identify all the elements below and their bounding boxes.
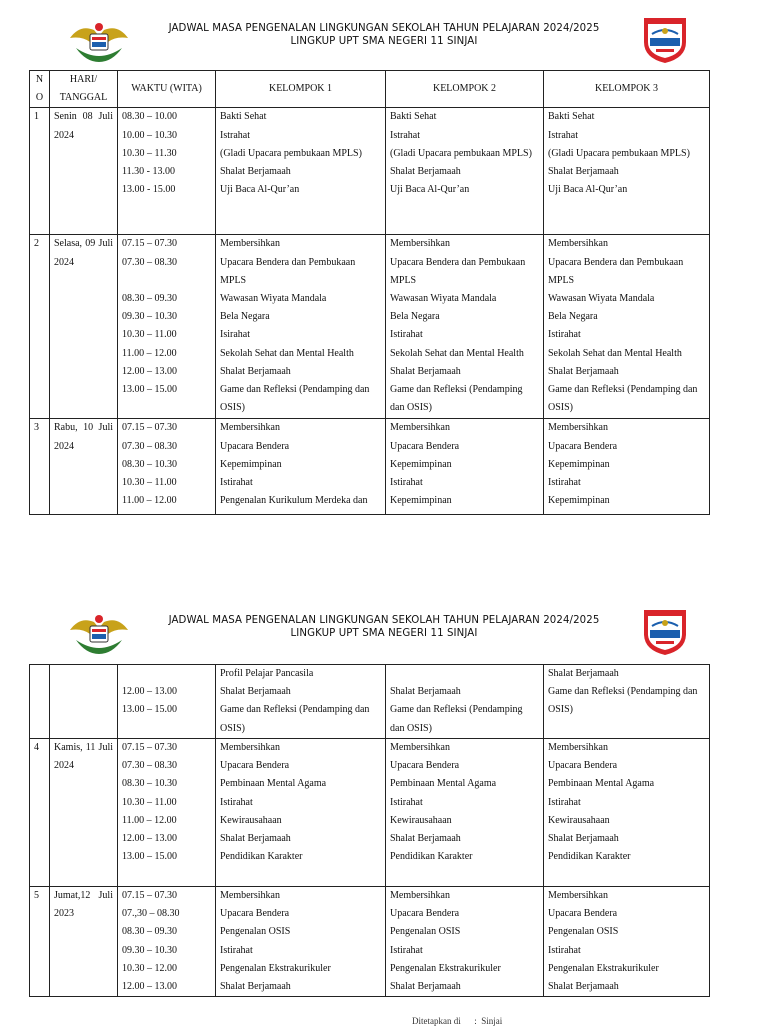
- time-slot: 07.15 – 07.30: [122, 422, 177, 434]
- time-slot: 07.30 – 08.30: [122, 760, 177, 772]
- activity: Pembinaan Mental Agama: [390, 778, 497, 790]
- activity: Shalat Berjamaah: [548, 365, 619, 377]
- time-slot: 13.00 - 15.00: [122, 184, 176, 196]
- activity: Sekolah Sehat dan Mental Health: [548, 347, 682, 359]
- cell-group-2: [386, 665, 544, 739]
- time-slot: 12.00 – 13.00: [122, 686, 177, 698]
- cell-group-1: [216, 419, 386, 515]
- activity: Istirahat: [220, 944, 253, 956]
- activity: Kepemimpinan: [390, 495, 452, 507]
- activity: Sekolah Sehat dan Mental Health: [390, 347, 524, 359]
- activity: Game dan Refleksi (Pendamping dan OSIS): [390, 384, 523, 414]
- cell-day: Kamis, 11 Juli 2024: [50, 739, 118, 887]
- time-slot: [122, 665, 211, 683]
- activity: Pengenalan Kurikulum Merdeka dan: [220, 495, 368, 507]
- cell-day: Jumat,12 Juli 2023: [50, 887, 118, 997]
- activity: Bakti Sehat: [548, 111, 595, 123]
- activity: Kepemimpinan: [548, 495, 610, 507]
- time-slot: 07.,30 – 08.30: [122, 908, 180, 920]
- activity: Wawasan Wiyata Mandala: [220, 293, 327, 305]
- table-row: [30, 419, 710, 515]
- cell-no: 3: [30, 419, 50, 515]
- activity: Shalat Berjamaah: [220, 166, 291, 178]
- cell-group-3: [544, 887, 710, 997]
- school-shield-icon: [640, 14, 690, 64]
- time-slot: 10.30 – 11.00: [122, 477, 177, 489]
- document-page-1: [0, 0, 768, 507]
- time-slot: 12.00 – 13.00: [122, 981, 177, 993]
- activity: Kewirausahaan: [548, 814, 610, 826]
- cell-day: Rabu, 10 Juli 2024: [50, 419, 118, 515]
- time-slot: 11.00 – 12.00: [122, 347, 177, 359]
- activity: Pembinaan Mental Agama: [220, 778, 327, 790]
- header-group-1: KELOMPOK 1: [216, 71, 386, 108]
- activity: Membersihkan: [220, 422, 280, 434]
- activity: Shalat Berjamaah: [548, 981, 619, 993]
- activity: Istirahat: [548, 944, 581, 956]
- activity: Membersihkan: [548, 890, 608, 901]
- cell-times: [118, 235, 216, 419]
- activity: Upacara Bendera: [548, 908, 618, 920]
- activity: Pendidikan Karakter: [390, 851, 473, 863]
- cell-group-3: [544, 739, 710, 887]
- time-slot: 07.15 – 07.30: [122, 742, 177, 753]
- activity: Kepemimpinan: [548, 458, 610, 470]
- schedule-table-page-2: [29, 664, 710, 997]
- cell-group-1: [216, 665, 386, 739]
- activity: Profil Pelajar Pancasila: [220, 668, 314, 679]
- activity: Isirahat: [220, 329, 250, 341]
- activity: Shalat Berjamaah: [220, 981, 291, 993]
- page-header: [0, 0, 768, 70]
- header-day: HARI/ TANGGAL: [50, 71, 118, 108]
- activity: Game dan Refleksi (Pendamping dan OSIS): [390, 704, 523, 734]
- activity: Shalat Berjamaah: [220, 365, 291, 377]
- cell-no: 5: [30, 887, 50, 997]
- header-group-2: KELOMPOK 2: [386, 71, 544, 108]
- activity: Game dan Refleksi (Pendamping dan OSIS): [220, 384, 370, 414]
- activity: Istirahat: [220, 477, 253, 489]
- activity: Wawasan Wiyata Mandala: [548, 293, 655, 305]
- activity: Shalat Berjamaah: [220, 833, 291, 845]
- cell-group-1: [216, 108, 386, 235]
- activity: Shalat Berjamaah: [390, 981, 461, 993]
- document-title: [140, 22, 628, 48]
- activity: Membersihkan: [390, 742, 450, 753]
- header-time: WAKTU (WITA): [118, 71, 216, 108]
- time-slot: 10.00 – 10.30: [122, 129, 177, 141]
- activity: Pendidikan Karakter: [548, 851, 631, 863]
- cell-group-3: [544, 665, 710, 739]
- activity: Membersihkan: [390, 890, 450, 901]
- table-row: [30, 887, 710, 997]
- activity: Istirahat: [390, 477, 423, 489]
- table-header-row: [30, 71, 710, 108]
- activity: Bela Negara: [220, 311, 270, 323]
- activity: Upacara Bendera dan Pembukaan MPLS: [548, 256, 684, 286]
- table-row: [30, 665, 710, 739]
- time-slot: 11.30 - 13.00: [122, 166, 175, 178]
- time-slot: 10.30 – 11.00: [122, 796, 177, 808]
- time-slot: [122, 272, 211, 290]
- footer-place-date: Ditetapkan di : Sinjai: [412, 1016, 503, 1026]
- activity: Membersihkan: [220, 742, 280, 753]
- activity: Istirahat: [390, 329, 423, 341]
- activity: Bela Negara: [548, 311, 598, 323]
- cell-group-2: [386, 739, 544, 887]
- time-slot: 07.30 – 08.30: [122, 256, 177, 268]
- activity: Istirahat: [390, 944, 423, 956]
- garuda-emblem-icon: [68, 610, 130, 654]
- activity: Pengenalan Ekstrakurikuler: [548, 962, 659, 974]
- table-row: [30, 739, 710, 887]
- time-slot: 12.00 – 13.00: [122, 365, 177, 377]
- cell-group-2: [386, 108, 544, 235]
- page-header: [0, 592, 768, 662]
- activity: Game dan Refleksi (Pendamping dan OSIS): [548, 686, 698, 716]
- activity: Bakti Sehat: [220, 111, 267, 123]
- activity: Game dan Refleksi (Pendamping dan OSIS): [220, 704, 370, 734]
- cell-group-2: [386, 887, 544, 997]
- activity: Shalat Berjamaah: [220, 686, 291, 698]
- time-slot: 10.30 – 11.00: [122, 329, 177, 341]
- activity: Uji Baca Al-Qur’an: [220, 184, 300, 196]
- activity: Upacara Bendera: [548, 440, 618, 452]
- cell-group-1: [216, 235, 386, 419]
- activity: Pembinaan Mental Agama: [548, 778, 655, 790]
- time-slot: 07.15 – 07.30: [122, 238, 177, 250]
- activity: Uji Baca Al-Qur’an: [390, 184, 470, 196]
- activity: Pengenalan OSIS: [390, 926, 461, 938]
- cell-group-2: [386, 235, 544, 419]
- time-slot: 08.30 – 10.00: [122, 111, 177, 123]
- time-slot: 07.15 – 07.30: [122, 890, 177, 901]
- activity: Membersihkan: [548, 422, 608, 434]
- time-slot: 11.00 – 12.00: [122, 814, 177, 826]
- cell-group-2: [386, 419, 544, 515]
- cell-times: [118, 739, 216, 887]
- time-slot: 08.30 – 09.30: [122, 926, 177, 938]
- garuda-emblem-icon: [68, 18, 130, 62]
- activity: Pengenalan OSIS: [548, 926, 619, 938]
- cell-no: 4: [30, 739, 50, 887]
- cell-times: [118, 108, 216, 235]
- activity: Shalat Berjamaah: [548, 833, 619, 845]
- cell-no: 2: [30, 235, 50, 419]
- activity: Membersihkan: [390, 422, 450, 434]
- time-slot: 13.00 – 15.00: [122, 384, 177, 396]
- activity: Membersihkan: [220, 238, 280, 250]
- activity: Shalat Berjamaah: [390, 365, 461, 377]
- activity: Game dan Refleksi (Pendamping dan OSIS): [548, 384, 698, 414]
- activity: Wawasan Wiyata Mandala: [390, 293, 497, 305]
- activity: Upacara Bendera: [390, 908, 460, 920]
- time-slot: 07.30 – 08.30: [122, 440, 177, 452]
- cell-times: [118, 887, 216, 997]
- title-line-1: JADWAL MASA PENGENALAN LINGKUNGAN SEKOLAH TAHUN PELAJARAN 2024/2025: [168, 23, 600, 34]
- activity: Istrahat: [548, 129, 578, 141]
- schedule-table-page-1: [29, 70, 710, 515]
- time-slot: 09.30 – 10.30: [122, 311, 177, 323]
- document-page-2: [0, 592, 768, 993]
- activity: Upacara Bendera: [548, 760, 618, 772]
- activity: Upacara Bendera dan Pembukaan MPLS: [390, 256, 526, 286]
- cell-day: Selasa, 09 Juli 2024: [50, 235, 118, 419]
- activity: Pengenalan OSIS: [220, 926, 291, 938]
- time-slot: 13.00 – 15.00: [122, 851, 177, 863]
- cell-day: Senin 08 Juli 2024: [50, 108, 118, 235]
- activity: Shalat Berjamaah: [390, 833, 461, 845]
- activity: Shalat Berjamaah: [390, 166, 461, 178]
- school-shield-icon: [640, 606, 690, 656]
- activity: Shalat Berjamaah: [548, 668, 619, 679]
- title-line-2: LINGKUP UPT SMA NEGERI 11 SINJAI: [290, 628, 478, 639]
- activity: Bela Negara: [390, 311, 440, 323]
- activity: Upacara Bendera: [390, 760, 460, 772]
- activity: Kepemimpinan: [220, 458, 282, 470]
- activity: Pengenalan Ekstrakurikuler: [390, 962, 501, 974]
- time-slot: 10.30 – 12.00: [122, 962, 177, 974]
- activity: (Gladi Upacara pembukaan MPLS): [220, 147, 362, 159]
- activity: Shalat Berjamaah: [548, 166, 619, 178]
- title-line-2: LINGKUP UPT SMA NEGERI 11 SINJAI: [290, 36, 478, 47]
- activity: Istirahat: [548, 477, 581, 489]
- activity: Membersihkan: [390, 238, 450, 250]
- activity: [390, 665, 539, 683]
- time-slot: 10.30 – 11.30: [122, 147, 177, 159]
- activity: Istirahat: [548, 796, 581, 808]
- activity: Upacara Bendera: [220, 440, 290, 452]
- cell-times: [118, 665, 216, 739]
- activity: Kepemimpinan: [390, 458, 452, 470]
- activity: Istirahat: [548, 329, 581, 341]
- table-row: [30, 108, 710, 235]
- title-line-1: JADWAL MASA PENGENALAN LINGKUNGAN SEKOLAH TAHUN PELAJARAN 2024/2025: [168, 615, 600, 626]
- activity: Upacara Bendera: [390, 440, 460, 452]
- activity: (Gladi Upacara pembukaan MPLS): [548, 147, 690, 159]
- activity: Pengenalan Ekstrakurikuler: [220, 962, 331, 974]
- cell-group-3: [544, 419, 710, 515]
- cell-times: [118, 419, 216, 515]
- activity: Istirahat: [390, 796, 423, 808]
- header-no: N O: [30, 71, 50, 108]
- cell-no: 1: [30, 108, 50, 235]
- activity: Kewirausahaan: [220, 814, 282, 826]
- activity: Upacara Bendera dan Pembukaan MPLS: [220, 256, 356, 286]
- cell-day: [50, 665, 118, 739]
- activity: Istrahat: [390, 129, 420, 141]
- activity: Istrahat: [220, 129, 250, 141]
- time-slot: 08.30 – 09.30: [122, 293, 177, 305]
- time-slot: 13.00 – 15.00: [122, 704, 177, 716]
- activity: Membersihkan: [220, 890, 280, 901]
- activity: Upacara Bendera: [220, 908, 290, 920]
- cell-no: [30, 665, 50, 739]
- activity: Kewirausahaan: [390, 814, 452, 826]
- cell-group-3: [544, 235, 710, 419]
- time-slot: 12.00 – 13.00: [122, 833, 177, 845]
- activity: Sekolah Sehat dan Mental Health: [220, 347, 354, 359]
- activity: Pendidikan Karakter: [220, 851, 303, 863]
- table-row: [30, 235, 710, 419]
- activity: Upacara Bendera: [220, 760, 290, 772]
- time-slot: 09.30 – 10.30: [122, 944, 177, 956]
- time-slot: 11.00 – 12.00: [122, 495, 177, 507]
- activity: Istirahat: [220, 796, 253, 808]
- header-group-3: KELOMPOK 3: [544, 71, 710, 108]
- cell-group-1: [216, 887, 386, 997]
- cell-group-3: [544, 108, 710, 235]
- activity: Uji Baca Al-Qur’an: [548, 184, 628, 196]
- activity: (Gladi Upacara pembukaan MPLS): [390, 147, 532, 159]
- time-slot: 08.30 – 10.30: [122, 778, 177, 790]
- activity: Shalat Berjamaah: [390, 686, 461, 698]
- time-slot: 08.30 – 10.30: [122, 458, 177, 470]
- activity: Bakti Sehat: [390, 111, 437, 123]
- activity: Membersihkan: [548, 742, 608, 753]
- document-title: [140, 614, 628, 640]
- activity: Membersihkan: [548, 238, 608, 250]
- cell-group-1: [216, 739, 386, 887]
